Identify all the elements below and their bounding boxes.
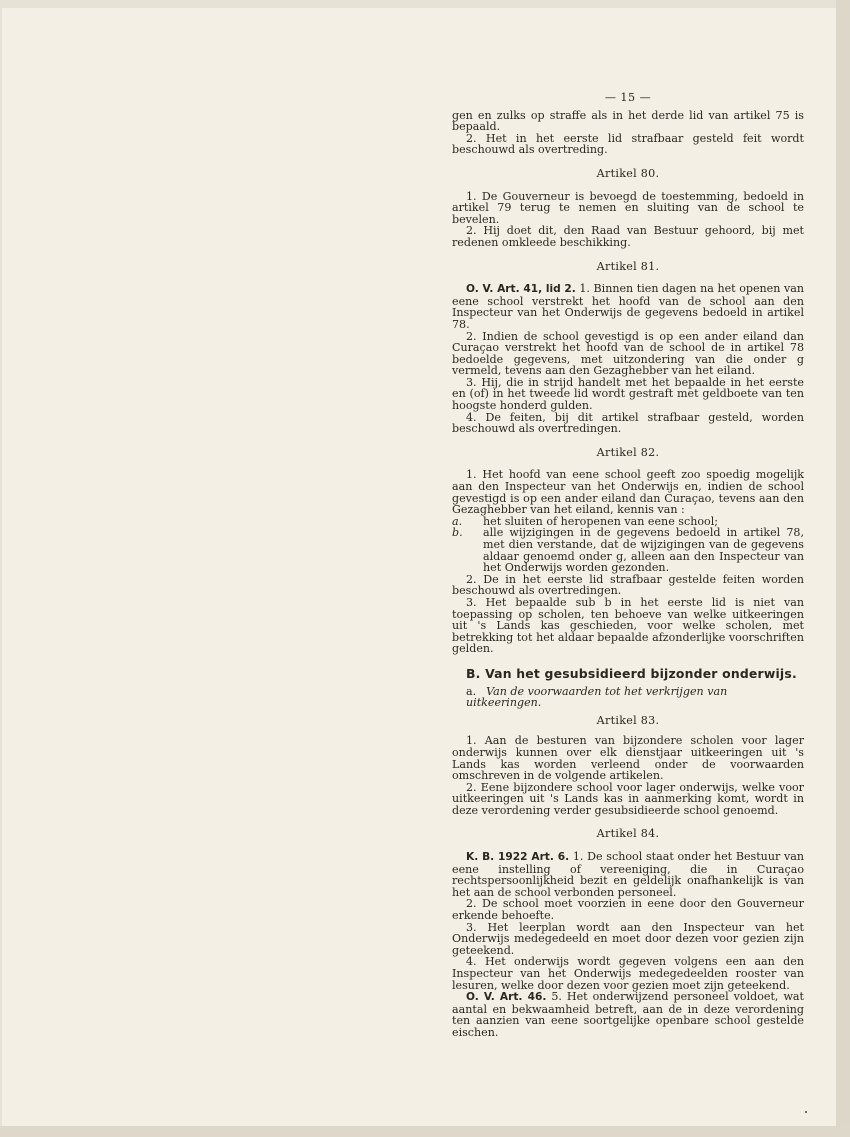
paragraph-text: 2. Indien de school gevestigd is op een ander eiland dan Curaçao verstrekt het hoofd van de school de in artikel 78 bedoelde gegevens, met uitzondering van die onder g vermeld, tevens aan den Gezaghebber van het eiland. (452, 329, 804, 378)
paragraph-text: 2. De in het eerste lid strafbaar gestelde feiten worden beschouwd als overtredingen. (452, 572, 804, 598)
legal-reference: K. B. 1922 Art. 6. (466, 851, 570, 864)
subsection-label: a. (466, 684, 477, 698)
article-heading: Artikel 84. (596, 827, 660, 841)
paragraph (452, 991, 804, 1038)
paragraph-text: 2. De school moet voorzien in eene door den Gouverneur erkende behoefte. (452, 897, 804, 923)
paragraph-text: 4. De feiten, bij dit artikel strafbaar gesteld, worden beschouwd als overtredingen. (452, 410, 804, 436)
paragraph-text: 3. Hij, die in strijd handelt met het bepaalde in het eerste en (of) in het tweede lid wordt gestraft met geldboete van ten hoogste honderd gulden. (452, 375, 804, 413)
paragraph (452, 597, 804, 655)
paragraph (452, 283, 804, 330)
paragraph (452, 956, 804, 991)
list-item-text: alle wijzigingen in de gegevens bedoeld in artikel 78, met dien verstande, dat de wijzigingen van de gegevens aldaar genoemd onder g, alleen aan den Inspecteur van het Onderwijs worden gezonden. (483, 526, 804, 575)
paragraph-text: 1. Het hoofd van eene school geeft zoo spoedig mogelijk aan den Inspecteur van het Onderwijs en, indien de school gevestigd is op een ander eiland dan Curaçao, tevens aan den Gezaghebber van het eiland, kennis van : (452, 468, 804, 517)
scan-edge-right (836, 0, 850, 1137)
list-item-label: b. (452, 526, 463, 540)
paragraph-text: 2. Eene bijzondere school voor lager onderwijs, welke voor uitkeeringen uit 's Lands kas in aanmerking komt, wordt in deze verordening verder gesubsidieerde school genoemd. (452, 780, 804, 817)
list-item-label: a. (452, 514, 463, 528)
paragraph-text: 2. Het in het eerste lid strafbaar gesteld feit wordt beschouwd als overtreding. (452, 131, 804, 157)
paragraph (452, 225, 804, 248)
paragraph (452, 331, 804, 377)
paragraph (452, 377, 804, 412)
page-number: — 15 — (604, 91, 652, 104)
paragraph (452, 412, 804, 435)
subsection-title: Van de voorwaarden tot het verkrijgen van uitkeeringen. (466, 684, 728, 710)
paragraph (452, 735, 804, 781)
text-column (452, 92, 804, 1039)
section-heading: B. Van het gesubsidieerd bijzonder onderwijs. (466, 665, 797, 681)
scan-speck (805, 1111, 807, 1113)
paragraph-text: 3. Het leerplan wordt aan den Inspecteur van het Onderwijs medegedeeld en moet door dezen voor gezien zijn geteekend. (452, 920, 804, 957)
paragraph-text: 2. Hij doet dit, den Raad van Bestuur gehoord, bij met redenen omkleede beschikking. (452, 224, 804, 249)
paragraph-text: 5. Het onderwijzend personeel voldoet, wat aantal en bekwaamheid betreft, aan de in deze verordening ten aanzien van eene soortgelijke openbare school gestelde eischen. (452, 990, 805, 1039)
article-heading: Artikel 80. (596, 166, 660, 180)
paragraph-text: 1. Aan de besturen van bijzondere scholen voor lager onderwijs kunnen over elk dienstjaar uitkeeringen uit 's Lands kas worden verleend onder de voorwaarden omschreven in de volgende artikelen. (452, 734, 804, 783)
paragraph (452, 191, 804, 226)
list-item-text: het sluiten of heropenen van eene school; (483, 514, 718, 528)
article-heading: Artikel 81. (596, 259, 660, 273)
paragraph (452, 110, 804, 133)
paragraph (452, 898, 804, 921)
subsection-heading (466, 686, 804, 709)
paragraph (452, 851, 804, 898)
paragraph-text: 1. De Gouverneur is bevoegd de toestemming, bedoeld in artikel 79 terug te nemen en sluiting van de school te bevelen. (452, 189, 804, 226)
list-item (452, 527, 804, 573)
paragraph-text: 1. Binnen tien dagen na het openen van eene school verstrekt het hoofd van de school aan den Inspecteur van het Onderwijs de gegevens bedoeld in artikel 78. (452, 282, 804, 331)
paragraph (452, 469, 804, 515)
legal-reference: O. V. Art. 41, lid 2. (466, 283, 576, 296)
paragraph-text: gen en zulks op straffe als in het derde lid van artikel 75 is bepaald. (452, 108, 804, 134)
paragraph (452, 782, 804, 817)
legal-reference: O. V. Art. 46. (466, 991, 547, 1004)
paragraph-text: 1. De school staat onder het Bestuur van eene instelling of vereeniging, die in Curaçao rechtspersoonlijkheid bezit en geldelijk onafhankelijk is van het aan de school verbonden personeel. (452, 850, 804, 899)
paragraph-text: 3. Het bepaalde sub b in het eerste lid is niet van toepassing op scholen, ten behoeve van welke uitkeeringen uit 's Lands kas geschieden, voor welke scholen, met betrekking tot het aldaar bepaalde afzonderlijke voorschriften gelden. (452, 595, 804, 656)
paragraph-text: 4. Het onderwijs wordt gegeven volgens een aan den Inspecteur van het Onderwijs medegedeelden rooster van lesuren, welke door dezen voor gezien moet zijn geteekend. (452, 955, 804, 992)
article-heading: Artikel 82. (596, 445, 660, 459)
article-heading: Artikel 83. (596, 713, 660, 727)
paragraph (452, 133, 804, 156)
scan-edge-bottom (0, 1126, 850, 1137)
paragraph (452, 922, 804, 957)
paragraph (452, 574, 804, 597)
